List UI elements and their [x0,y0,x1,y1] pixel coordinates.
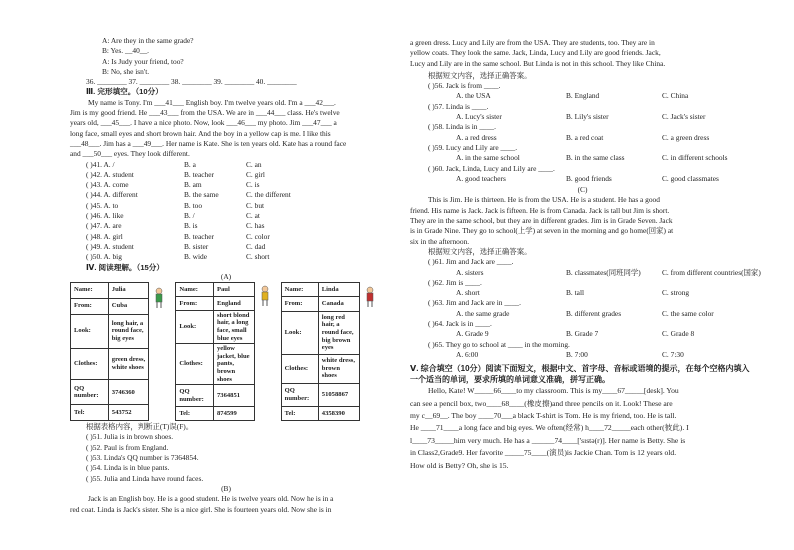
answer-option: B. 7:00 [566,349,588,359]
profile-label: Look: [281,311,318,354]
passage-c-line: is in Grade Nine. They go to school(上学) at seven in the morning and go home(回家) at [410,226,674,236]
profile-value: Canada [318,297,360,312]
cloze-question: ( )42. A. student [86,169,134,179]
profile-label: QQ number: [281,383,318,406]
answer-option: B. Lily's sister [566,112,609,122]
cloze-option: C. girl [246,169,265,179]
cloze-option: B. too [184,200,203,210]
dialogue-line: B: Yes. __40__. [102,46,150,56]
person-figure-icon [152,287,166,309]
question-stem: ( )60. Jack, Linda, Lucy and Lily are ____. [428,163,555,173]
dialogue-block [70,36,382,77]
cloze-option: C. is [246,180,260,190]
cloze-option: B. am [184,180,202,190]
profile-label: Clothes: [281,354,318,383]
option-row [428,329,755,339]
profile-label: QQ number: [71,380,109,405]
v-line: He ____71____a long face and big eyes. We often(经常) h____72_____each other(彼此). I [410,423,689,433]
profile-value: white dress, brown shoes [318,354,360,383]
cloze-option: C. color [246,231,270,241]
spacer-cell [254,407,276,421]
cloze-question: ( )50. A. big [86,252,122,262]
option-row [428,153,755,163]
option-row [428,309,755,319]
passage-b-line: red coat. Linda is Jack's sister. She is a nice girl. She is fourteen years old. Now she is in [70,504,332,514]
answer-option: A. short [456,288,480,298]
spacer-cell [360,311,382,354]
person-figure-icon [363,286,377,308]
passage-b-line: yellow coats. They look the same. Jack, Linda, Lucy and Lily are good friends. Jack, [410,48,661,58]
profile-row [71,314,172,348]
cloze-line: My name is Tony. I'm ___41___ English boy. I'm twelve years old. I'm a ___42___. [88,97,336,107]
cloze-option: C. short [246,252,270,262]
spacer-cell [149,405,171,421]
profile-row [176,385,277,407]
profile-row [281,354,382,383]
profile-row [71,348,172,380]
passage-b-line: Jack is an English boy. He is a good student. He is twelve years old. Now he is in a [88,494,334,504]
reading-title: Ⅳ. 阅读理解。（15分） [86,262,164,272]
cloze-options [70,160,382,263]
option-row [428,112,755,122]
profile-label: Look: [176,310,214,343]
c-questions [410,257,761,360]
answer-option: B. a red coat [566,132,604,142]
answer-option: C. 7:30 [662,349,684,359]
profile-label: Name: [176,282,214,296]
profile-label: From: [281,297,318,312]
v-line: How old is Betty? Oh, she is 15. [410,460,509,470]
answer-option: C. from different countries(国家) [662,267,761,277]
profile-value: long hair, a round face, big eyes [108,314,149,348]
profile-value: yellow jacket, blue pants, brown shoes [213,344,254,385]
profile-row [71,380,172,405]
question-stem: ( )56. Jack is from ____. [428,81,501,91]
profile-table [175,282,276,421]
answer-option: C. Grade 8 [662,329,695,339]
answer-option: C. in different schools [662,153,728,163]
answer-option: B. tall [566,288,585,298]
profile-row [176,310,277,343]
profile-value: Julia [108,282,149,298]
profile-value: Paul [213,282,254,296]
right-column [410,38,761,472]
cloze-title: Ⅲ. 完形填空。（10分） [86,87,163,97]
cloze-line: Jim is my good friend. He ___43___ from the USA. We are in ___44___ class. He's twelve [70,108,340,118]
answer-option: B. different grades [566,308,622,318]
spacer-cell [149,314,171,348]
cloze-option: B. is [184,221,198,231]
answer-option: A. sisters [456,267,484,277]
profile-label: From: [71,298,109,314]
profile-label: Clothes: [176,344,214,385]
cloze-option: C. but [246,200,265,210]
cloze-option: B. wide [184,252,207,262]
cloze-option: B. / [184,211,195,221]
answer-option: C. the same color [662,308,714,318]
v-line: can see a pencil box, two____68____(橡皮擦)and three pencils on it. Look! These are [410,398,673,408]
cloze-question: ( )46. A. like [86,211,124,221]
dialogue-line: B: No, she isn't. [102,66,150,76]
spacer-cell [254,344,276,385]
cloze-option-rows [86,160,382,263]
answer-option: A. the USA [456,91,491,101]
cloze-option: C. has [246,221,265,231]
cloze-line: ___48___. Jim has a ___49___. Her name is Kate. She is ten years old. Kate has a round face [70,138,347,148]
answer-line: 36. ________ 37. ________ 38. ________ 39. ________ 40. ________ [86,77,297,87]
profile-tables [70,282,382,421]
answer-option: C. strong [662,288,690,298]
cloze-option: B. the same [184,190,219,200]
judge-item: ( )54. Linda is in blue pants. [86,463,170,473]
v-line: in Class2,Grade9. Her favorite _____75____(演员)is Jackie Chan. Tom is 12 years old. [410,448,677,458]
cloze-question: ( )43. A. come [86,180,129,190]
profile-table [70,282,171,421]
spacer-cell [254,385,276,407]
b-instruction: 根据短文内容，选择正确答案。 [428,70,532,80]
judge-item: ( )52. Paul is from England. [86,442,169,452]
passage-c-line: six in the afternoon. [410,236,470,246]
profile-label: Name: [71,282,109,298]
v-line: l____73_____him very much. He has a ______74____['sɪstə(r)]. Her name is Betty. She is [410,435,686,445]
profile-row [281,282,382,297]
profile-row [71,282,172,298]
passage-b-line: a green dress. Lucy and Lily are from the USA. They are students, too. They are in [410,38,655,47]
profile-label: Tel: [176,407,214,421]
b-questions [410,81,755,184]
profile-value: England [213,296,254,310]
profile-row [281,311,382,354]
question-stem: ( )64. Jack is in ____. [428,319,492,329]
section-b-label: (B) [221,483,231,493]
cloze-question: ( )45. A. to [86,200,119,210]
question-stem: ( )65. They go to school at ____ in the morning. [428,339,570,349]
answer-option: B. classmates(同班同学) [566,267,641,277]
profile-label: QQ number: [176,385,214,407]
cloze-question: ( )41. A. / [86,159,115,169]
cloze-option: B. a [184,159,196,169]
answer-option: A. Lucy's sister [456,112,502,122]
dialogue-line: A: Is Judy your friend, too? [102,56,184,66]
spacer-cell [360,406,382,421]
profile-table [281,282,382,421]
profile-label: Clothes: [71,348,109,380]
question-stem: ( )58. Linda is in ____. [428,122,496,132]
passage-b-line: Lucy and Lily are in the same school. But Linda is not in this school. They like China. [410,58,666,68]
profile-label: Name: [281,282,318,297]
answer-option: C. good classmates [662,173,719,183]
answer-option: B. Grade 7 [566,329,599,339]
person-figure-cell [254,282,276,310]
option-row [428,133,755,143]
answer-option: A. the same grade [456,308,510,318]
profile-row [176,407,277,421]
person-figure-cell [360,282,382,311]
answer-option: A. in the same school [456,153,520,163]
profile-label: From: [176,296,214,310]
question-stem: ( )62. Jim is ____. [428,277,482,287]
answer-option: C. China [662,91,689,101]
profile-value: green dress, white shoes [108,348,149,380]
judge-items [70,432,382,483]
question-stem: ( )61. Jim and Jack are ____. [428,257,514,267]
answer-option: C. Jack's sister [662,112,706,122]
section-a-label: (A) [220,271,232,281]
spacer-cell [149,380,171,405]
cloze-option: C. dad [246,241,266,251]
profile-label: Tel: [281,406,318,421]
profile-value: 4358390 [318,406,360,421]
option-row [428,350,755,360]
section-c-label: (C) [577,185,588,195]
c-instruction: 根据短文内容，选择正确答案。 [428,246,532,256]
judge-item: ( )53. Linda's QQ number is 7364854. [86,453,199,463]
person-figure-cell [149,282,171,314]
section-v-passage [410,385,755,472]
person-figure-icon [258,285,272,307]
answer-option: A. 6:00 [456,349,479,359]
profile-label: Tel: [71,405,109,421]
cloze-option: B. teacher [184,169,214,179]
question-stem: ( )57. Linda is ____. [428,101,489,111]
answer-option: B. good friends [566,173,612,183]
spacer-cell [254,310,276,343]
profile-value: 874599 [213,407,254,421]
question-stem: ( )59. Lucy and Lily are ____. [428,142,518,152]
question-stem: ( )63. Jim and Jack are in ____. [428,298,521,308]
cloze-question: ( )49. A. student [86,241,134,251]
answer-option: A. good teachers [456,173,506,183]
answer-option: B. in the same class [566,153,625,163]
answer-option: A. a red dress [456,132,497,142]
profile-row [281,383,382,406]
passage-c-line: This is Jim. He is thirteen. He is from the USA. He is a student. He has a good [428,195,660,205]
cloze-option: B. sister [184,241,209,251]
cloze-line: and ___50___ eyes. They look different. [70,149,190,159]
cloze-line: long face, small eyes and short brown hair. And the boy in a yellow cap is me. I like this [70,128,331,138]
option-row [428,267,761,278]
passage-c-line: They are in the same school, but they are in different grades. Jim is in Grade Seven. Jack [410,216,673,226]
spacer-cell [360,383,382,406]
profile-value: 51058867 [318,383,360,406]
profile-value: 543752 [108,405,149,421]
answer-option: C. a green dress [662,132,710,142]
cloze-option: B. teacher [184,231,214,241]
cloze-question: ( )47. A. are [86,221,122,231]
profile-value: 7364851 [213,385,254,407]
profile-value: Linda [318,282,360,297]
profile-value: Cuba [108,298,149,314]
profile-row [176,344,277,385]
option-row [428,91,755,101]
cloze-line: years old, ___45___. I have a nice photo. Now, look ___46___ my photo. Jim ___47___ a [70,118,337,128]
answer-option: B. England [566,91,600,101]
profile-value: 3746360 [108,380,149,405]
spacer-cell [360,354,382,383]
spacer-cell [149,348,171,380]
profile-label: Look: [71,314,109,348]
cloze-option: C. the different [246,190,291,200]
profile-value: long red hair, a round face, big brown eyes [318,311,360,354]
option-row [428,174,755,184]
profile-row [281,406,382,421]
cloze-question: ( )44. A. different [86,190,138,200]
answer-option: A. Grade 9 [456,329,489,339]
v-line: Hello, Kate! W_____66____to my classroom. This is my____67_____[desk]. You [428,386,679,396]
profile-row [176,282,277,296]
dialogue-line: A: Are they in the same grade? [102,36,194,45]
left-column [70,36,382,515]
judge-instruction: 根据表格内容，判断正(T)误(F)。 [86,422,194,432]
passage-c-line: friend. His name is Jack. Jack is fifteen. He is from Canada. Jack is tall but Jim is short. [410,205,670,215]
profile-value: short blond hair, a long face, small blue eyes [213,310,254,343]
judge-item: ( )51. Julia is in brown shoes. [86,432,174,442]
profile-row [71,405,172,421]
cloze-question: ( )48. A. girl [86,231,123,241]
cloze-option: C. an [246,159,262,169]
cloze-passage [70,98,382,160]
judge-item: ( )55. Julia and Linda have round faces. [86,473,204,483]
section-v-title: Ⅴ. 综合填空（10分）阅读下面短文，根据中文、首字母、音标或语境的提示，在每个空格内填入一个适当的单词，要求所填的单词意义准确，拼写正确。 [410,364,750,385]
option-row [428,288,755,298]
v-line: my c__69__. The boy ____70___a black T-shirt is Tom. He is my friend, too. He is tall. [410,411,677,421]
cloze-option: C. at [246,211,260,221]
